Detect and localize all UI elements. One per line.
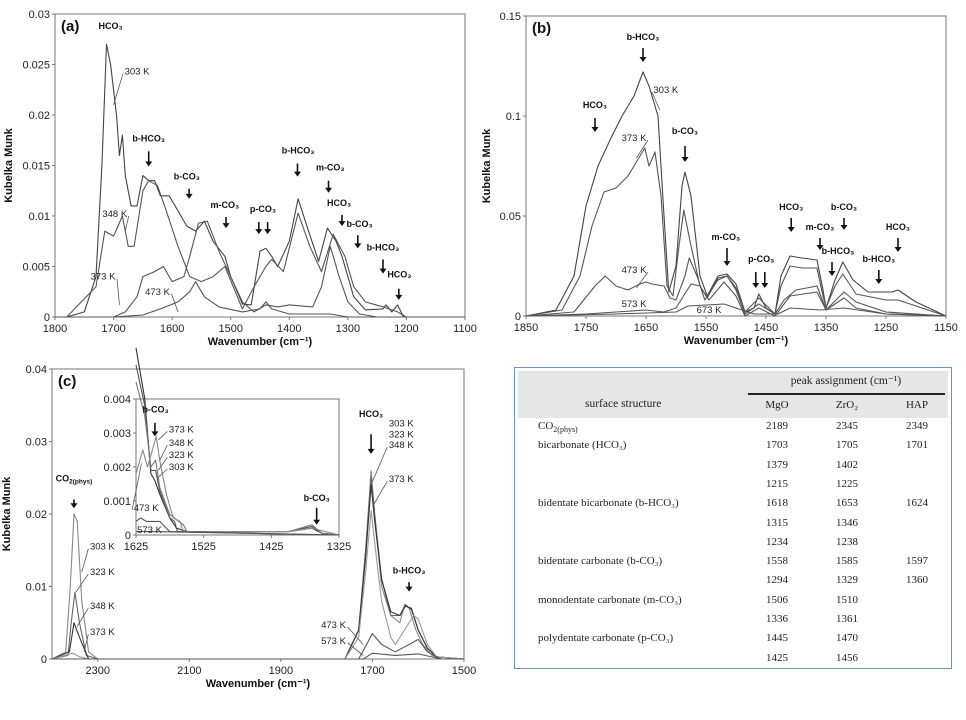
peak-label: b-HCO₃ <box>281 145 315 156</box>
x-tick-label: 1425 <box>259 541 284 553</box>
x-tick-label: 1150 <box>934 322 958 334</box>
peak-assignment-table <box>514 367 952 669</box>
panel-label: (a) <box>61 18 80 35</box>
peak-label: HCO₃ <box>387 269 412 280</box>
y-tick-label: 0.02 <box>25 509 47 521</box>
table-row <box>515 517 951 536</box>
temperature-label: 473 K <box>321 619 346 631</box>
y-tick-label: 0.04 <box>25 364 47 376</box>
peak-label: b-HCO₃ <box>862 254 896 264</box>
cell-zro2: 1456 <box>836 651 858 664</box>
temperature-label: 373 K <box>621 133 647 144</box>
cell-zro2: 1470 <box>836 632 858 645</box>
temperature-label: 473 K <box>133 502 159 514</box>
x-tick-label: 1650 <box>633 322 659 334</box>
x-tick-label: 1600 <box>159 323 185 335</box>
peak-label: b-CO₃ <box>346 219 373 230</box>
temperature-label: 373 K <box>388 474 414 486</box>
y-tick-label: 0.003 <box>103 428 131 440</box>
temperature-label: 573 K <box>137 524 162 536</box>
cell-zro2: 1238 <box>836 535 858 548</box>
plot-area <box>133 399 339 535</box>
table-row <box>515 420 951 439</box>
x-tick-label: 1325 <box>326 541 352 553</box>
y-tick-label: 0.15 <box>499 11 521 23</box>
x-tick-label: 2300 <box>85 665 111 677</box>
panel-label: (b) <box>532 20 552 37</box>
table-row <box>515 439 951 458</box>
y-tick-label: 0.025 <box>22 59 50 72</box>
y-tick-label: 0.02 <box>28 110 50 122</box>
table-row <box>515 613 951 632</box>
x-axis-title: Wavenumber (cm⁻¹) <box>205 678 311 690</box>
y-tick-label: 0.03 <box>25 436 47 449</box>
peak-label: b-HCO₃ <box>821 246 855 256</box>
temperature-label: 303 K <box>124 66 150 78</box>
panel-a <box>3 9 477 348</box>
cell-mgo: 1618 <box>766 497 788 510</box>
temperature-label: 473 K <box>621 265 647 276</box>
temperature-label: 303 K <box>168 462 194 473</box>
row-label-text: CO <box>538 420 554 432</box>
peak-label: b-CO₃ <box>303 493 330 503</box>
row-label <box>538 420 578 434</box>
row-label <box>538 439 626 451</box>
peak-label: b-HCO₃ <box>366 242 400 253</box>
x-tick-label: 1900 <box>268 665 294 677</box>
row-label <box>538 497 679 509</box>
group-header: peak assignment (cm⁻¹) <box>790 375 902 387</box>
y-axis-title: Kubelka Munk <box>481 128 493 204</box>
temperature-label: 323 K <box>388 429 414 441</box>
cell-hap: 1360 <box>906 574 928 587</box>
x-tick-label: 1300 <box>335 323 361 335</box>
table-row <box>515 478 951 497</box>
cell-mgo: 1425 <box>766 651 788 664</box>
row-label-text: bidentate carbonate (b-CO₃) <box>538 555 663 568</box>
temperature-label: 373 K <box>89 627 115 639</box>
column-header-hap: HAP <box>905 399 928 411</box>
x-tick-label: 1700 <box>101 323 126 335</box>
peak-label: m-CO₃ <box>805 222 835 232</box>
table-row <box>515 555 951 574</box>
x-axis-title: Wavenumber (cm⁻¹) <box>207 336 313 348</box>
x-tick-label: 1400 <box>277 323 302 335</box>
x-tick-label: 1500 <box>218 323 243 335</box>
temperature-label: 348 K <box>388 440 414 452</box>
temperature-label: 323 K <box>89 567 115 578</box>
temperature-label: 473 K <box>145 286 170 298</box>
cell-zro2: 1225 <box>836 477 858 490</box>
table-row <box>515 632 951 651</box>
co2-subscript: 2(phys) <box>69 478 93 486</box>
cell-mgo: 1315 <box>766 516 788 529</box>
x-tick-label: 1200 <box>394 323 419 335</box>
temperature-label: 303 K <box>388 418 414 430</box>
cell-zro2: 1705 <box>836 439 858 452</box>
y-tick-label: 0 <box>124 530 131 542</box>
x-tick-label: 1700 <box>360 665 385 677</box>
peak-label: HCO₃ <box>885 222 911 232</box>
row-label-text: bicarbonate (HCO₃) <box>538 439 627 452</box>
y-tick-label: 0.001 <box>103 496 131 508</box>
temperature-label: 373 K <box>90 271 116 283</box>
row-label-text: monodentate carbonate (m-CO₃) <box>538 593 682 606</box>
x-axis-title: Wavenumber (cm⁻¹) <box>683 335 789 347</box>
temperature-label: 573 K <box>321 635 346 647</box>
x-tick-label: 1800 <box>42 323 68 335</box>
cell-mgo: 1234 <box>766 535 788 548</box>
peak-label: b-HCO₃ <box>132 133 166 144</box>
column-header-mgo: MgO <box>765 399 789 411</box>
temperature-label: 348 K <box>168 438 194 450</box>
cell-zro2: 1402 <box>836 458 858 471</box>
temperature-label: 303 K <box>653 85 679 96</box>
table-row <box>515 652 951 671</box>
x-tick-label: 1250 <box>873 322 899 334</box>
y-axis-title: Kubelka Munk <box>1 476 13 552</box>
temperature-label: 348 K <box>89 601 115 613</box>
cell-mgo: 1336 <box>766 613 788 625</box>
x-tick-label: 1525 <box>191 541 216 553</box>
panel-label: (c) <box>58 373 77 390</box>
peak-label: m-CO₃ <box>210 199 240 210</box>
row-label <box>538 632 673 644</box>
peak-label: HCO₃ <box>326 197 352 208</box>
cell-zro2: 1329 <box>836 574 858 587</box>
x-tick-label: 1750 <box>573 322 599 334</box>
peak-label: HCO₃ <box>358 408 384 419</box>
cell-zro2: 1653 <box>836 497 858 510</box>
first-header: surface structure <box>585 398 662 410</box>
cell-mgo: 1215 <box>766 477 788 490</box>
cell-mgo: 1703 <box>766 439 788 452</box>
temperature-label: 348 K <box>102 208 128 220</box>
y-axis-title: Kubelka Munk <box>3 128 15 203</box>
temperature-label: 373 K <box>168 424 194 436</box>
peak-label: HCO₃ <box>779 202 804 212</box>
y-tick-label: 0.015 <box>22 160 50 173</box>
temperature-label: 323 K <box>168 450 194 462</box>
cell-mgo: 1506 <box>766 593 788 606</box>
peak-label: m-CO₃ <box>315 162 345 173</box>
cell-mgo: 1445 <box>766 632 788 645</box>
y-tick-label: 0.002 <box>103 462 131 474</box>
y-tick-label: 0 <box>40 654 47 666</box>
row-label-subscript: 2(phys) <box>553 425 578 435</box>
peak-label: p-CO₃ <box>748 254 775 264</box>
row-label <box>538 555 662 567</box>
x-tick-label: 1450 <box>753 322 779 334</box>
table-row <box>515 574 951 593</box>
cell-hap: 1624 <box>906 497 928 510</box>
y-tick-label: 0.05 <box>499 211 521 223</box>
x-tick-label: 1100 <box>453 323 477 335</box>
cell-mgo: 2189 <box>766 420 788 432</box>
temperature-label: 303 K <box>89 541 115 553</box>
panel-b <box>481 11 958 347</box>
x-tick-label: 1850 <box>513 322 539 334</box>
temperature-label: 673 K <box>696 305 722 316</box>
plot-area <box>526 16 946 316</box>
x-tick-label: 1550 <box>693 322 719 334</box>
peak-label: HCO₃ <box>582 100 608 110</box>
cell-hap: 2349 <box>906 420 928 432</box>
co2-base: CO <box>55 473 70 484</box>
peak-label: b-CO₃ <box>142 404 169 415</box>
y-tick-label: 0.03 <box>28 9 50 21</box>
column-header-zro2: ZrO₂ <box>835 399 859 411</box>
cell-zro2: 1346 <box>836 516 858 529</box>
cell-hap: 1597 <box>906 555 928 568</box>
y-tick-label: 0.01 <box>28 211 50 223</box>
cell-hap: 1701 <box>906 439 928 452</box>
y-tick-label: 0.005 <box>22 261 50 274</box>
cell-mgo: 1379 <box>766 458 788 471</box>
cell-zro2: 1361 <box>836 613 858 625</box>
table-row <box>515 497 951 516</box>
x-tick-label: 1350 <box>813 322 839 334</box>
cell-mgo: 1558 <box>766 555 788 568</box>
peak-label: b-HCO₃ <box>626 32 660 42</box>
table-row <box>515 459 951 478</box>
peak-label: b-CO₃ <box>173 171 200 182</box>
y-tick-label: 0.1 <box>505 111 521 123</box>
table-row <box>515 536 951 555</box>
x-tick-label: 1500 <box>451 665 477 677</box>
peak-label: HCO₃ <box>98 21 123 32</box>
peak-label: b-HCO₃ <box>392 565 426 576</box>
table-row <box>515 594 951 613</box>
y-tick-label: 0.01 <box>25 581 47 594</box>
x-tick-label: 1625 <box>123 541 149 553</box>
y-tick-label: 0 <box>43 312 50 324</box>
row-label <box>538 594 682 606</box>
peak-label: p-CO₃ <box>249 203 277 214</box>
peak-label: b-CO₃ <box>830 202 858 212</box>
cell-zro2: 1585 <box>836 555 858 568</box>
row-label-text: polydentate carbonate (p-CO₃) <box>538 632 674 645</box>
cell-zro2: 1510 <box>836 593 858 606</box>
cell-zro2: 2345 <box>836 420 858 432</box>
y-tick-label: 0.004 <box>103 394 131 406</box>
peak-label: b-CO₃ <box>671 126 699 136</box>
row-label-text: bidentate bicarbonate (b-HCO₃) <box>538 497 679 510</box>
x-tick-label: 2100 <box>177 665 202 677</box>
peak-label: m-CO₃ <box>711 232 741 242</box>
cell-mgo: 1294 <box>766 574 788 587</box>
header-rule <box>748 393 945 395</box>
y-tick-label: 0 <box>514 311 521 323</box>
temperature-label: 573 K <box>621 299 647 310</box>
